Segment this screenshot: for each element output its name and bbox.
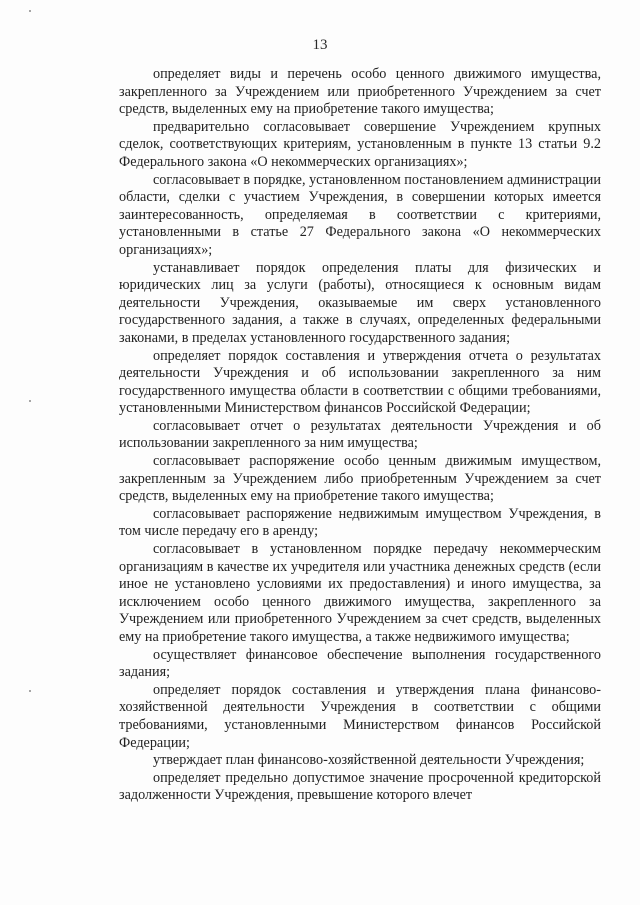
paragraph: определяет порядок составления и утверждения отчета о результатах деятельности Учреждения и об использовании закрепленного за ним государственного имущества области в соответствии с общими требованиями, установленными Министерством финансов Российской Федерации;: [119, 347, 601, 417]
paragraph: согласовывает распоряжение недвижимым имуществом Учреждения, в том числе передачу его в аренду;: [119, 505, 601, 540]
paragraph: определяет предельно допустимое значение просроченной кредиторской задолженности Учреждения, превышение которого влечет: [119, 769, 601, 804]
paragraph: определяет виды и перечень особо ценного движимого имущества, закрепленного за Учреждением или приобретенного Учреждением за счет средств, выделенных ему на приобретение такого имущества;: [119, 66, 601, 118]
paragraph: определяет порядок составления и утверждения плана финансово-хозяйственной деятельности Учреждения в соответствии с общими требованиями, установленными Министерством финансов Российской Федерации;: [119, 681, 601, 751]
margin-mark: [29, 400, 31, 402]
paragraph: согласовывает в установленном порядке передачу некоммерческим организациям в качестве их учредителя или участника денежных средств (если иное не установлено условиями их предоставления) и иного имущества, за исключением особо ценного движимого имущества, закрепленного за Учреждением или приобретенного Учреждением за счет средств, выделенных ему на приобретение такого имущества, а также недвижимого имущества;: [119, 541, 601, 645]
margin-mark: [29, 10, 31, 12]
paragraph: осуществляет финансовое обеспечение выполнения государственного задания;: [119, 646, 601, 681]
document-body: [119, 66, 601, 805]
paragraph: согласовывает распоряжение особо ценным движимым имуществом, закрепленным за Учреждением либо приобретенным Учреждением за счет средств, выделенных ему на приобретение такого имущества;: [119, 453, 601, 505]
paragraph: утверждает план финансово-хозяйственной деятельности Учреждения;: [153, 752, 585, 769]
page-number: 13: [312, 37, 328, 53]
paragraph: согласовывает в порядке, установленном постановлением администрации области, сделки с участием Учреждения, в совершении которых имеется заинтересованность, определяемая в соответствии с критериями, установленными в статье 27 Федерального закона «О некоммерческих организациях»;: [119, 171, 601, 258]
paragraph: предварительно согласовывает совершение Учреждением крупных сделок, соответствующих критериям, установленным в пункте 13 статьи 9.2 Федерального закона «О некоммерческих организациях»;: [119, 118, 601, 170]
margin-mark: [29, 690, 31, 692]
paragraph: устанавливает порядок определения платы для физических и юридических лиц за услуги (работы), относящиеся к основным видам деятельности Учреждения, оказываемые им сверх установленного государственного задания, а также в случаях, определенных федеральными законами, в пределах установленного государственного задания;: [119, 259, 601, 346]
paragraph: согласовывает отчет о результатах деятельности Учреждения и об использовании закрепленного за ним имущества;: [119, 417, 601, 452]
